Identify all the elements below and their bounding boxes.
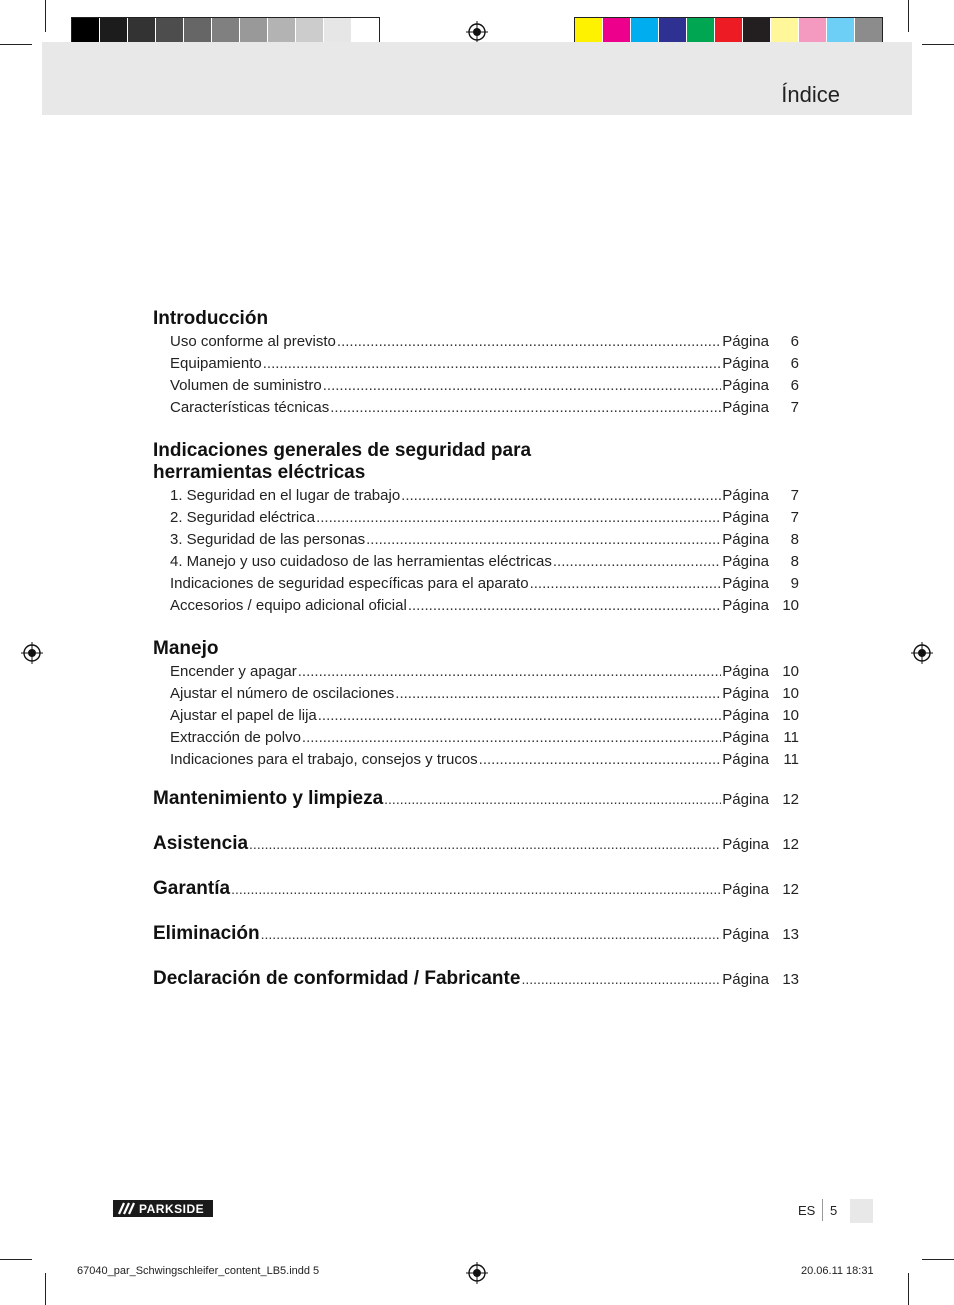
section-heading: Introducción <box>153 308 269 329</box>
color-swatch <box>827 18 855 45</box>
crop-mark <box>908 0 909 32</box>
color-swatch <box>771 18 799 45</box>
table-of-contents <box>153 308 799 994</box>
color-swatch <box>212 18 240 45</box>
brand-name: PARKSIDE <box>139 1201 205 1216</box>
toc-entry[interactable]: 2. Seguridad eléctrica ..... Página 7 <box>170 507 799 529</box>
file-slug: 67040_par_Schwingschleifer_content_LB5.indd 5 <box>77 1265 320 1277</box>
color-swatch <box>631 18 659 45</box>
color-swatch <box>240 18 268 45</box>
crop-mark <box>45 1273 46 1305</box>
toc-entry[interactable]: Encender y apagar ..... Página 10 <box>170 661 799 683</box>
page-title: Índice <box>781 82 840 107</box>
toc-entry-asistencia[interactable]: Asistencia ..... Página 12 <box>153 830 799 859</box>
crop-mark <box>45 0 46 32</box>
color-swatch <box>603 18 631 45</box>
toc-entry-garantia[interactable]: Garantía ..... Página 12 <box>153 875 799 904</box>
section-heading: Indicaciones generales de seguridad para <box>153 440 532 461</box>
toc-entry[interactable]: Ajustar el papel de lija ..... Página 10 <box>170 705 799 727</box>
toc-entry[interactable]: Extracción de polvo ..... Página 11 <box>170 727 799 749</box>
registration-mark-icon <box>21 642 43 664</box>
color-swatch <box>659 18 687 45</box>
toc-entry[interactable]: 3. Seguridad de las personas ..... Página 8 <box>170 529 799 551</box>
brand-logo <box>113 1200 213 1217</box>
color-swatch <box>100 18 128 45</box>
color-swatch <box>743 18 771 45</box>
color-swatch <box>296 18 324 45</box>
toc-section-introduccion <box>153 308 799 419</box>
toc-entry-declaracion[interactable]: Declaración de conformidad / Fabricante ..... Página 13 <box>153 965 799 994</box>
toc-entry[interactable]: Volumen de suministro ..... Página 6 <box>170 375 799 397</box>
divider <box>822 1199 823 1221</box>
color-swatch <box>72 18 100 45</box>
color-swatch <box>184 18 212 45</box>
toc-entry[interactable]: Características técnicas ..... Página 7 <box>170 397 799 419</box>
color-swatch <box>352 18 379 45</box>
color-swatch <box>268 18 296 45</box>
crop-mark <box>0 44 32 45</box>
crop-mark <box>908 1273 909 1305</box>
crop-mark <box>0 1259 32 1260</box>
brand-stripes-icon <box>113 1200 139 1217</box>
toc-entry[interactable]: Accesorios / equipo adicional oficial ..... Página 10 <box>170 595 799 617</box>
registration-mark-icon <box>911 642 933 664</box>
color-swatch <box>855 18 882 45</box>
color-swatch <box>575 18 603 45</box>
color-swatch <box>324 18 352 45</box>
toc-entry[interactable]: Uso conforme al previsto ..... Página 6 <box>170 331 799 353</box>
toc-entry[interactable]: Equipamiento ..... Página 6 <box>170 353 799 375</box>
color-swatch <box>715 18 743 45</box>
section-heading: Manejo <box>153 638 219 659</box>
date-slug: 20.06.11 18:31 <box>801 1265 874 1277</box>
toc-section-seguridad <box>153 440 799 617</box>
page-tab <box>850 1199 873 1223</box>
toc-entry[interactable]: Indicaciones de seguridad específicas para el aparato ..... Página 9 <box>170 573 799 595</box>
crop-mark <box>922 1259 954 1260</box>
toc-entry-eliminacion[interactable]: Eliminación ..... Página 13 <box>153 920 799 949</box>
toc-entry[interactable]: Ajustar el número de oscilaciones ..... Página 10 <box>170 683 799 705</box>
section-heading: herramientas eléctricas <box>153 462 366 483</box>
toc-section-manejo <box>153 638 799 771</box>
toc-entry[interactable]: 4. Manejo y uso cuidadoso de las herramientas eléctricas ..... Página 8 <box>170 551 799 573</box>
language-code: ES <box>798 1203 816 1218</box>
registration-mark-icon <box>466 21 488 43</box>
color-swatch <box>156 18 184 45</box>
toc-entry[interactable]: Indicaciones para el trabajo, consejos y trucos ..... Página 11 <box>170 749 799 771</box>
crop-mark <box>922 44 954 45</box>
color-swatch <box>799 18 827 45</box>
toc-entry[interactable]: 1. Seguridad en el lugar de trabajo ..... Página 7 <box>170 485 799 507</box>
toc-entry-mantenimiento[interactable]: Mantenimiento y limpieza ..... Página 12 <box>153 785 799 814</box>
color-swatch <box>687 18 715 45</box>
page-number: 5 <box>830 1203 838 1218</box>
color-swatch <box>128 18 156 45</box>
registration-mark-icon <box>466 1262 488 1284</box>
